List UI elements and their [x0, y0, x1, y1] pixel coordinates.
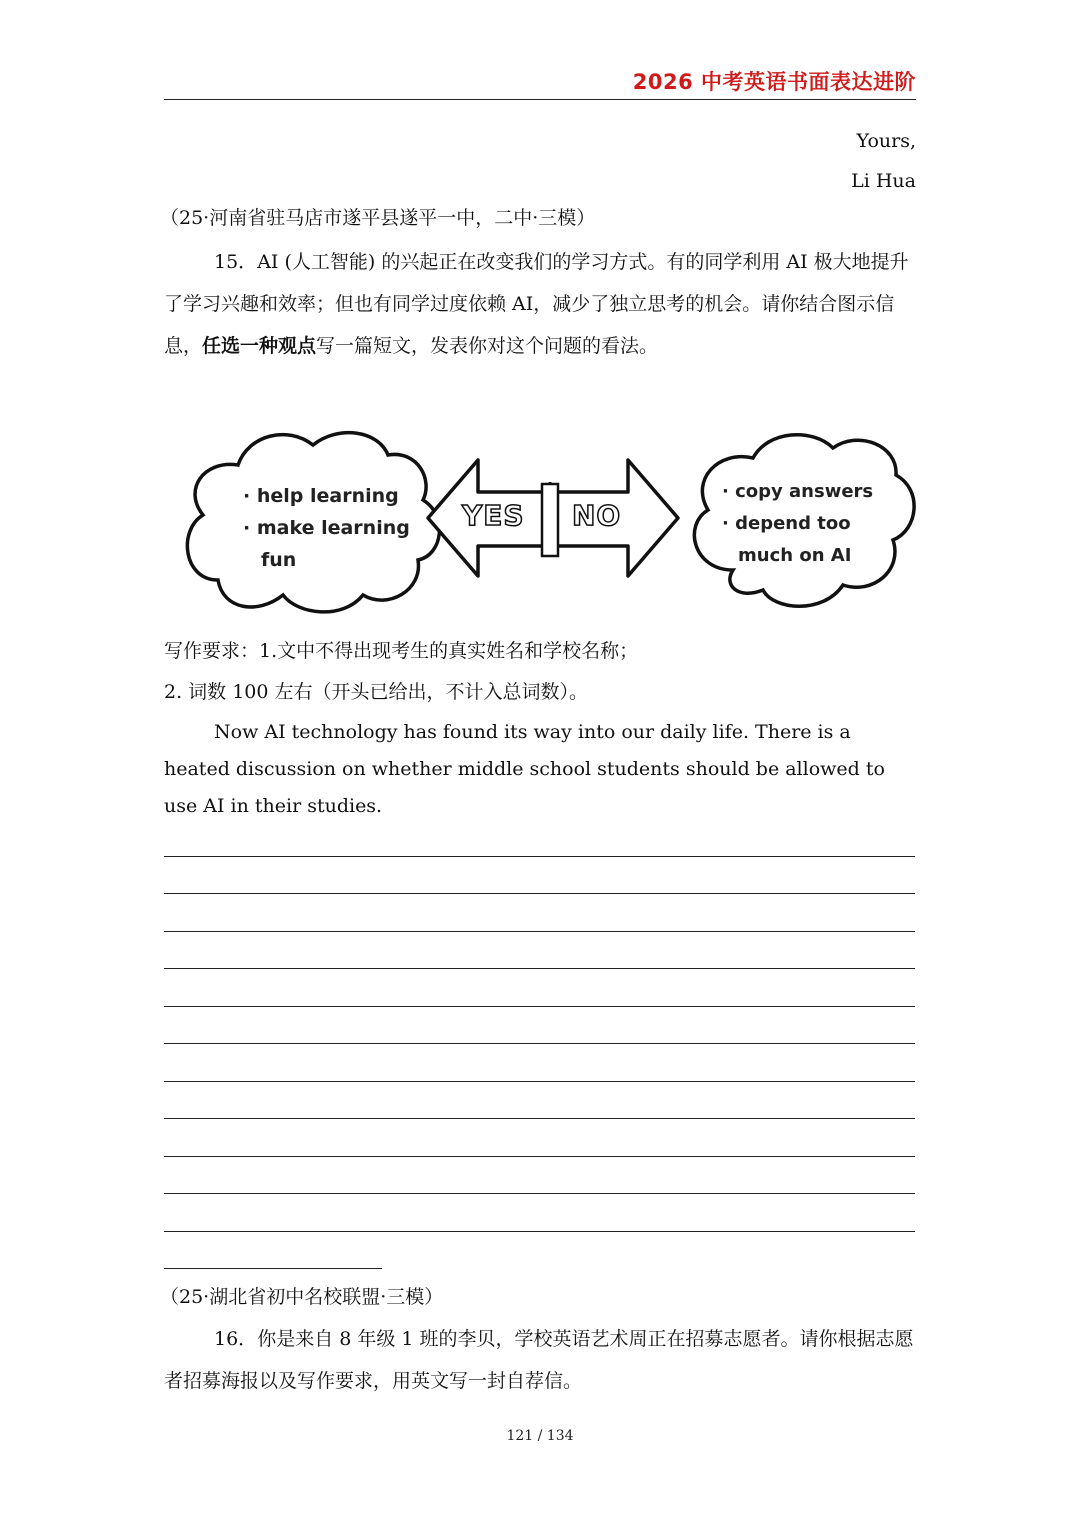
document-header-title: 2026 中考英语书面表达进阶 — [632, 70, 916, 94]
writing-line[interactable] — [164, 1006, 915, 1007]
q15-prompt-part2: 写一篇短文，发表你对这个问题的看法。 — [316, 335, 659, 357]
q15-prompt-bold: 任选一种观点 — [202, 335, 317, 357]
writing-line[interactable] — [164, 1118, 915, 1119]
right-cloud-line-2: · depend too — [722, 513, 851, 534]
right-cloud-line-1: · copy answers — [722, 481, 874, 502]
q16-source: （25·湖北省初中名校联盟·三模） — [160, 1286, 444, 1308]
writing-line[interactable] — [164, 1193, 915, 1194]
header-divider — [164, 99, 916, 100]
writing-line[interactable] — [164, 968, 915, 969]
right-cloud-line-3: much on AI — [738, 545, 852, 566]
letter-signature: Li Hua — [851, 170, 916, 192]
left-cloud-text — [243, 480, 410, 576]
writing-line[interactable] — [164, 893, 915, 894]
q15-requirement-1: 写作要求：1.文中不得出现考生的真实姓名和学校名称； — [164, 640, 639, 662]
left-cloud-line-3: fun — [261, 549, 297, 571]
q15-requirement-2: 2. 词数 100 左右（开头已给出，不计入总词数）。 — [164, 681, 589, 703]
writing-line[interactable] — [164, 1043, 915, 1044]
writing-line[interactable] — [164, 931, 915, 932]
q15-source: （25·河南省驻马店市遂平县遂平一中，二中·三模） — [160, 207, 596, 229]
q16-prompt-text: 你是来自 8 年级 1 班的李贝，学校英语艺术周正在招募志愿者。请你根据志愿者招募海报以及写作要求，用英文写一封自荐信。 — [164, 1328, 914, 1392]
left-cloud-line-1: · help learning — [243, 485, 399, 507]
q16-number: 16． — [214, 1328, 258, 1350]
writing-line[interactable] — [164, 1231, 915, 1232]
writing-line[interactable] — [164, 856, 915, 857]
q15-opening-text: Now AI technology has found its way into our daily life. There is a heated discussion on whether middle school students should be allowed to use AI in their studies. — [164, 721, 885, 817]
q15-number: 15． — [214, 251, 258, 273]
right-cloud-text — [722, 476, 873, 572]
left-cloud-line-2: · make learning — [243, 517, 410, 539]
writing-line[interactable] — [164, 1156, 915, 1157]
no-label: NO — [572, 499, 622, 532]
q15-prompt — [164, 241, 916, 367]
page-number: 121 / 134 — [506, 1428, 574, 1444]
writing-line-short[interactable] — [164, 1268, 382, 1269]
q15-prompt-part1: AI (人工智能) 的兴起正在改变我们的学习方式。有的同学利用 AI 极大地提升了学习兴趣和效率；但也有同学过度依赖 AI，减少了独立思考的机会。请你结合图示信息， — [164, 251, 909, 357]
writing-line[interactable] — [164, 1081, 915, 1082]
q16-prompt — [164, 1318, 916, 1402]
yes-label: YES — [462, 499, 525, 532]
letter-closing: Yours, — [856, 130, 916, 152]
